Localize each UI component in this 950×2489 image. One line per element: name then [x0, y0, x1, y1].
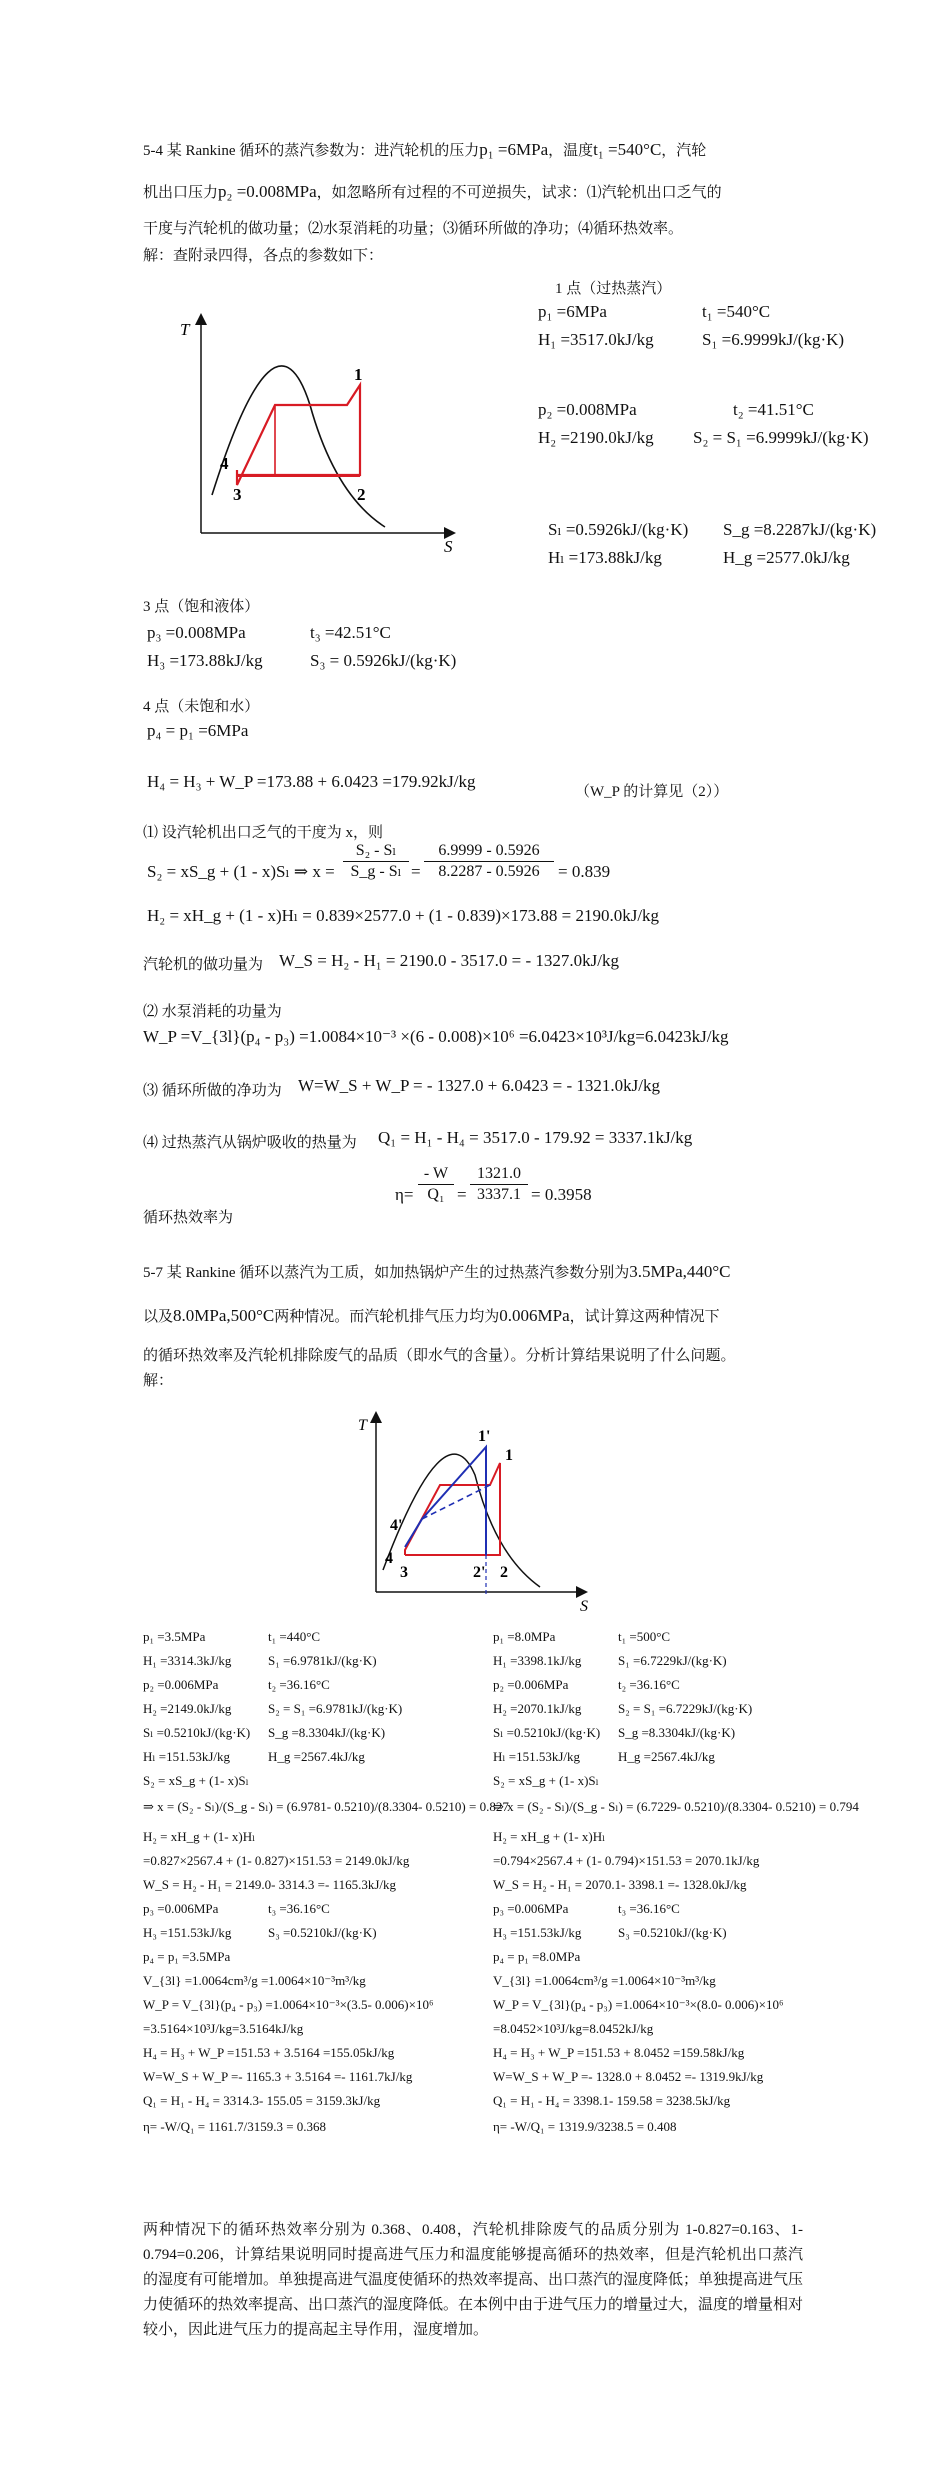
- p54-intro-line1: 5-4 某 Rankine 循环的蒸汽参数为：进汽轮机的压力p₁ =6MPa，温度t₁ =540°C，汽轮: [143, 140, 707, 159]
- pt1-h1: H₁ =3517.0kJ/kg: [538, 330, 654, 349]
- pt1-s1: S₁ =6.9999kJ/(kg·K): [702, 330, 845, 349]
- calc-cell: Sₗ =0.5210kJ/(kg·K): [143, 1725, 251, 1740]
- calc-row: [493, 2020, 653, 2037]
- calc-cell: t₁ =440°C: [268, 1629, 321, 1644]
- point-1-label: 1: [354, 365, 363, 384]
- calc-row: [493, 1852, 759, 1869]
- calc-row: [493, 1876, 747, 1893]
- eta-result: = 0.3958: [531, 1185, 592, 1204]
- calc-row: [143, 1798, 509, 1815]
- calc-cell: V_{3l} =1.0064cm³/g =1.0064×10⁻³m³/kg: [493, 1973, 716, 1988]
- pt1-title: 1 点（过热蒸汽）: [555, 281, 672, 297]
- pt4-title: 4 点（未饱和水）: [143, 699, 260, 715]
- calc-row: [493, 1924, 727, 1941]
- calc-cell: p₃ =0.006MPa: [493, 1901, 569, 1916]
- svg-text:2': 2': [473, 1564, 486, 1581]
- pt2-s2: S₂ = S₁ =6.9999kJ/(kg·K): [693, 428, 869, 447]
- p54-intro-line2: 机出口压力p₂ =0.008MPa，如忽略所有过程的不可逆损失，试求：⑴汽轮机出口乏气的: [143, 182, 722, 201]
- q4-label: ⑷ 过热蒸汽从锅炉吸收的热量为: [143, 1135, 357, 1151]
- calc-row: [493, 1676, 680, 1693]
- p54-intro-line3: 干度与汽轮机的做功量；⑵水泵消耗的功量；⑶循环所做的净功；⑷循环热效率。: [143, 221, 684, 237]
- calc-row: [143, 1852, 409, 1869]
- eta-frac-symbolic: - W Q₁: [418, 1165, 454, 1204]
- calc-cell: =3.5164×10³J/kg=3.5164kJ/kg: [143, 2021, 304, 2036]
- calc-cell: =8.0452×10³J/kg=8.0452kJ/kg: [493, 2021, 654, 2036]
- pt3-p3: p₃ =0.008MPa: [147, 623, 246, 642]
- calc-cell: ⇒ x = (S₂ - Sₗ)/(S_g - Sₗ) = (6.7229- 0.5210)/(8.3304- 0.5210) = 0.794: [493, 1799, 859, 1814]
- calc-cell: Sₗ =0.5210kJ/(kg·K): [493, 1725, 601, 1740]
- calc-row: [143, 1676, 330, 1693]
- sat-hg: H_g =2577.0kJ/kg: [723, 548, 850, 567]
- q4-equation: Q₁ = H₁ - H₄ = 3517.0 - 179.92 = 3337.1kJ/kg: [378, 1128, 693, 1147]
- ws-label: 汽轮机的做功量为: [143, 957, 264, 973]
- s-axis-label: S: [444, 537, 453, 555]
- eta-frac-numeric: 1321.0 3337.1: [470, 1165, 528, 1204]
- calc-cell: H₂ = xH_g + (1- x)Hₗ: [143, 1829, 256, 1844]
- ws-equation: W_S = H₂ - H₁ = 2190.0 - 3517.0 = - 1327.0kJ/kg: [279, 951, 619, 970]
- ts-diagram-5-4: [170, 305, 470, 555]
- svg-text:S: S: [580, 1598, 588, 1615]
- calc-cell: S₂ = xS_g + (1- x)Sₗ: [143, 1773, 249, 1788]
- pt1-t1: t₁ =540°C: [702, 302, 771, 321]
- p57-line2: 以及8.0MPa,500°C两种情况。而汽轮机排气压力均为0.006MPa，试计算这两种情况下: [143, 1306, 720, 1325]
- wp-note: （W_P 的计算见（2））: [575, 784, 729, 800]
- calc-cell: t₃ =36.16°C: [268, 1901, 330, 1916]
- sat-sl: Sₗ =0.5926kJ/(kg·K): [548, 520, 689, 539]
- q3-equation: W=W_S + W_P = - 1327.0 + 6.0423 = - 1321.0kJ/kg: [298, 1076, 660, 1095]
- calc-cell: S₂ = S₁ =6.9781kJ/(kg·K): [268, 1701, 403, 1716]
- calc-cell: S₃ =0.5210kJ/(kg·K): [618, 1925, 727, 1940]
- calc-row: [493, 1798, 859, 1815]
- calc-cell: η= -W/Q₁ = 1319.9/3238.5 = 0.408: [493, 2119, 677, 2134]
- calc-row: [143, 1748, 365, 1765]
- svg-text:3: 3: [400, 1564, 408, 1581]
- calc-cell: H₂ =2070.1kJ/kg: [493, 1701, 582, 1716]
- calc-cell: t₂ =36.16°C: [618, 1677, 680, 1692]
- calc-cell: V_{3l} =1.0064cm³/g =1.0064×10⁻³m³/kg: [143, 1973, 366, 1988]
- calc-row: [493, 1700, 752, 1717]
- calc-row: [493, 1772, 599, 1789]
- wp-equation: W_P =V_{3l}(p₄ - p₃) =1.0084×10⁻³ ×(6 - 0.008)×10⁶ =6.0423×10³J/kg=6.0423kJ/kg: [143, 1027, 729, 1046]
- calc-cell: H₁ =3314.3kJ/kg: [143, 1653, 232, 1668]
- calc-cell: H_g =2567.4kJ/kg: [268, 1749, 365, 1764]
- ts-diagram-5-7: [350, 1405, 600, 1615]
- calc-row: [143, 1900, 330, 1917]
- pt3-title: 3 点（饱和液体）: [143, 599, 260, 615]
- svg-text:1': 1': [478, 1428, 491, 1445]
- calc-cell: S_g =8.3304kJ/(kg·K): [618, 1725, 736, 1740]
- h2-equation: H₂ = xH_g + (1 - x)Hₗ = 0.839×2577.0 + (1 - 0.839)×173.88 = 2190.0kJ/kg: [147, 906, 660, 925]
- p57-line4: 解：: [143, 1373, 174, 1389]
- calc-row: [143, 2092, 380, 2109]
- pt2-h2: H₂ =2190.0kJ/kg: [538, 428, 654, 447]
- calc-cell: p₄ = p₁ =3.5MPa: [143, 1949, 231, 1964]
- calc-row: [143, 2118, 326, 2135]
- pt2-t2: t₂ =41.51°C: [733, 400, 814, 419]
- point-4-label: 4: [220, 454, 229, 473]
- calc-row: [493, 1900, 680, 1917]
- calc-cell: =0.794×2567.4 + (1- 0.794)×151.53 = 2070.1kJ/kg: [493, 1853, 760, 1868]
- calc-row: [493, 1724, 735, 1741]
- pt3-h3: H₃ =173.88kJ/kg: [147, 651, 263, 670]
- svg-text:T: T: [358, 1417, 367, 1434]
- pt4-p4: p₄ = p₁ =6MPa: [147, 721, 249, 740]
- calc-cell: S₂ = xS_g + (1- x)Sₗ: [493, 1773, 599, 1788]
- calc-row: [143, 1924, 377, 1941]
- calc-row: [493, 2068, 763, 2085]
- calc-row: [143, 1700, 402, 1717]
- calc-cell: W_P = V_{3l}(p₄ - p₃) =1.0064×10⁻³×(8.0- 0.006)×10⁶: [493, 1997, 784, 2012]
- calc-cell: H₄ = H₃ + W_P =151.53 + 3.5164 =155.05kJ/kg: [143, 2045, 395, 2060]
- pt1-p1: p₁ =6MPa: [538, 302, 607, 321]
- calc-row: [493, 1652, 727, 1669]
- calc-row: [143, 2068, 412, 2085]
- calc-row: [143, 1828, 255, 1845]
- svg-text:4: 4: [385, 1550, 393, 1567]
- calc-row: [143, 1972, 366, 1989]
- calc-cell: Hₗ =151.53kJ/kg: [143, 1749, 231, 1764]
- calc-cell: H₃ =151.53kJ/kg: [493, 1925, 582, 1940]
- calc-row: [493, 1628, 670, 1645]
- h4-equation: H₄ = H₃ + W_P =173.88 + 6.0423 =179.92kJ/kg: [147, 772, 476, 791]
- calc-cell: H₄ = H₃ + W_P =151.53 + 8.0452 =159.58kJ/kg: [493, 2045, 745, 2060]
- calc-cell: ⇒ x = (S₂ - Sₗ)/(S_g - Sₗ) = (6.9781- 0.5210)/(8.3304- 0.5210) = 0.827: [143, 1799, 509, 1814]
- calc-row: [143, 1996, 434, 2013]
- svg-text:4': 4': [390, 1517, 403, 1534]
- q1-eq-result: = 0.839: [558, 862, 611, 881]
- p57-line1: 5-7 某 Rankine 循环以蒸汽为工质，如加热锅炉产生的过热蒸汽参数分别为3.5MPa,440°C: [143, 1262, 731, 1281]
- point-3-label: 3: [233, 485, 242, 504]
- calc-cell: H_g =2567.4kJ/kg: [618, 1749, 715, 1764]
- sat-hl: Hₗ =173.88kJ/kg: [548, 548, 662, 567]
- calc-cell: η= -W/Q₁ = 1161.7/3159.3 = 0.368: [143, 2119, 327, 2134]
- calc-cell: S_g =8.3304kJ/(kg·K): [268, 1725, 386, 1740]
- calc-cell: S₁ =6.9781kJ/(kg·K): [268, 1653, 377, 1668]
- calc-cell: S₂ = S₁ =6.7229kJ/(kg·K): [618, 1701, 753, 1716]
- calc-row: [143, 1772, 249, 1789]
- calc-cell: S₃ =0.5210kJ/(kg·K): [268, 1925, 377, 1940]
- calc-cell: S₁ =6.7229kJ/(kg·K): [618, 1653, 727, 1668]
- calc-cell: W_P = V_{3l}(p₄ - p₃) =1.0064×10⁻³×(3.5- 0.006)×10⁶: [143, 1997, 434, 2012]
- calc-cell: =0.827×2567.4 + (1- 0.827)×151.53 = 2149.0kJ/kg: [143, 1853, 410, 1868]
- eta-label: 循环热效率为: [143, 1210, 234, 1226]
- q1-title: ⑴ 设汽轮机出口乏气的干度为 x，则: [143, 825, 384, 841]
- calc-cell: t₁ =500°C: [618, 1629, 671, 1644]
- pt3-t3: t₃ =42.51°C: [310, 623, 391, 642]
- calc-row: [143, 1724, 385, 1741]
- calc-cell: Q₁ = H₁ - H₄ = 3398.1- 159.58 = 3238.5kJ/kg: [493, 2093, 731, 2108]
- calc-cell: Hₗ =151.53kJ/kg: [493, 1749, 581, 1764]
- calc-row: [493, 1828, 605, 1845]
- calc-row: [143, 1628, 320, 1645]
- pt3-s3: S₃ = 0.5926kJ/(kg·K): [310, 651, 457, 670]
- q2-title: ⑵ 水泵消耗的功量为: [143, 1004, 282, 1020]
- calc-cell: p₃ =0.006MPa: [143, 1901, 219, 1916]
- conclusion: 两种情况下的循环热效率分别为 0.368、0.408，汽轮机排除废气的品质分别为 1-0.827=0.163、1-0.794=0.206，计算结果说明同时提高进气压力和温度能够提高循环的热效率，但是汽轮机出口蒸汽的湿度有可能增加。单独提高进气温度使循环的热效率提高、出口蒸汽的湿度降低；单独提高进气压力使循环的热效率提高、出口蒸汽的湿度降低。在本例中由于进气压力的增量过大，温度的增量相对较小，因此进气压力的提高起主导作用，湿度增加。: [143, 2222, 804, 2338]
- point-2-label: 2: [357, 485, 366, 504]
- sat-sg: S_g =8.2287kJ/(kg·K): [723, 520, 877, 539]
- calc-row: [493, 2044, 744, 2061]
- pt2-p2: p₂ =0.008MPa: [538, 400, 637, 419]
- svg-text:1: 1: [505, 1447, 513, 1464]
- calc-cell: Q₁ = H₁ - H₄ = 3314.3- 155.05 = 3159.3kJ/kg: [143, 2093, 381, 2108]
- calc-row: [143, 1876, 396, 1893]
- calc-cell: W=W_S + W_P =- 1328.0 + 8.0452 =- 1319.9kJ/kg: [493, 2069, 764, 2084]
- calc-row: [493, 1972, 716, 1989]
- q1-frac-numeric: 6.9999 - 0.5926 8.2287 - 0.5926: [424, 842, 554, 881]
- p57-line3: 的循环热效率及汽轮机排除废气的品质（即水气的含量）。分析计算结果说明了什么问题。: [143, 1348, 736, 1364]
- q1-frac-symbolic: S₂ - Sₗ S_g - Sₗ: [343, 842, 409, 881]
- calc-cell: t₃ =36.16°C: [618, 1901, 680, 1916]
- q3-label: ⑶ 循环所做的净功为: [143, 1083, 282, 1099]
- eta-lhs: η=: [395, 1185, 414, 1204]
- calc-row: [143, 1948, 230, 1965]
- calc-cell: p₁ =8.0MPa: [493, 1629, 556, 1644]
- calc-row: [493, 2118, 677, 2135]
- svg-text:2: 2: [500, 1564, 508, 1581]
- calc-cell: p₂ =0.006MPa: [143, 1677, 219, 1692]
- calc-cell: p₂ =0.006MPa: [493, 1677, 569, 1692]
- calc-row: [143, 1652, 377, 1669]
- calc-row: [143, 2044, 394, 2061]
- calc-cell: W_S = H₂ - H₁ = 2070.1- 3398.1 =- 1328.0kJ/kg: [493, 1877, 747, 1892]
- calc-cell: p₄ = p₁ =8.0MPa: [493, 1949, 581, 1964]
- rankine-cycle-path: [237, 385, 360, 485]
- calc-cell: H₂ = xH_g + (1- x)Hₗ: [493, 1829, 606, 1844]
- p54-intro-line4: 解：查附录四得，各点的参数如下：: [143, 248, 384, 264]
- calc-row: [493, 1996, 784, 2013]
- calc-row: [143, 2020, 303, 2037]
- calc-row: [493, 1948, 580, 1965]
- t-axis-label: T: [180, 320, 190, 339]
- calc-cell: W_S = H₂ - H₁ = 2149.0- 3314.3 =- 1165.3kJ/kg: [143, 1877, 397, 1892]
- calc-row: [493, 1748, 715, 1765]
- calc-cell: t₂ =36.16°C: [268, 1677, 330, 1692]
- calc-cell: W=W_S + W_P =- 1165.3 + 3.5164 =- 1161.7kJ/kg: [143, 2069, 413, 2084]
- q1-eq-lhs: S₂ = xS_g + (1 - x)Sₗ ⇒ x =: [147, 862, 335, 881]
- calc-cell: H₂ =2149.0kJ/kg: [143, 1701, 232, 1716]
- calc-cell: H₃ =151.53kJ/kg: [143, 1925, 232, 1940]
- calc-cell: H₁ =3398.1kJ/kg: [493, 1653, 582, 1668]
- calc-cell: p₁ =3.5MPa: [143, 1629, 206, 1644]
- calc-row: [493, 2092, 730, 2109]
